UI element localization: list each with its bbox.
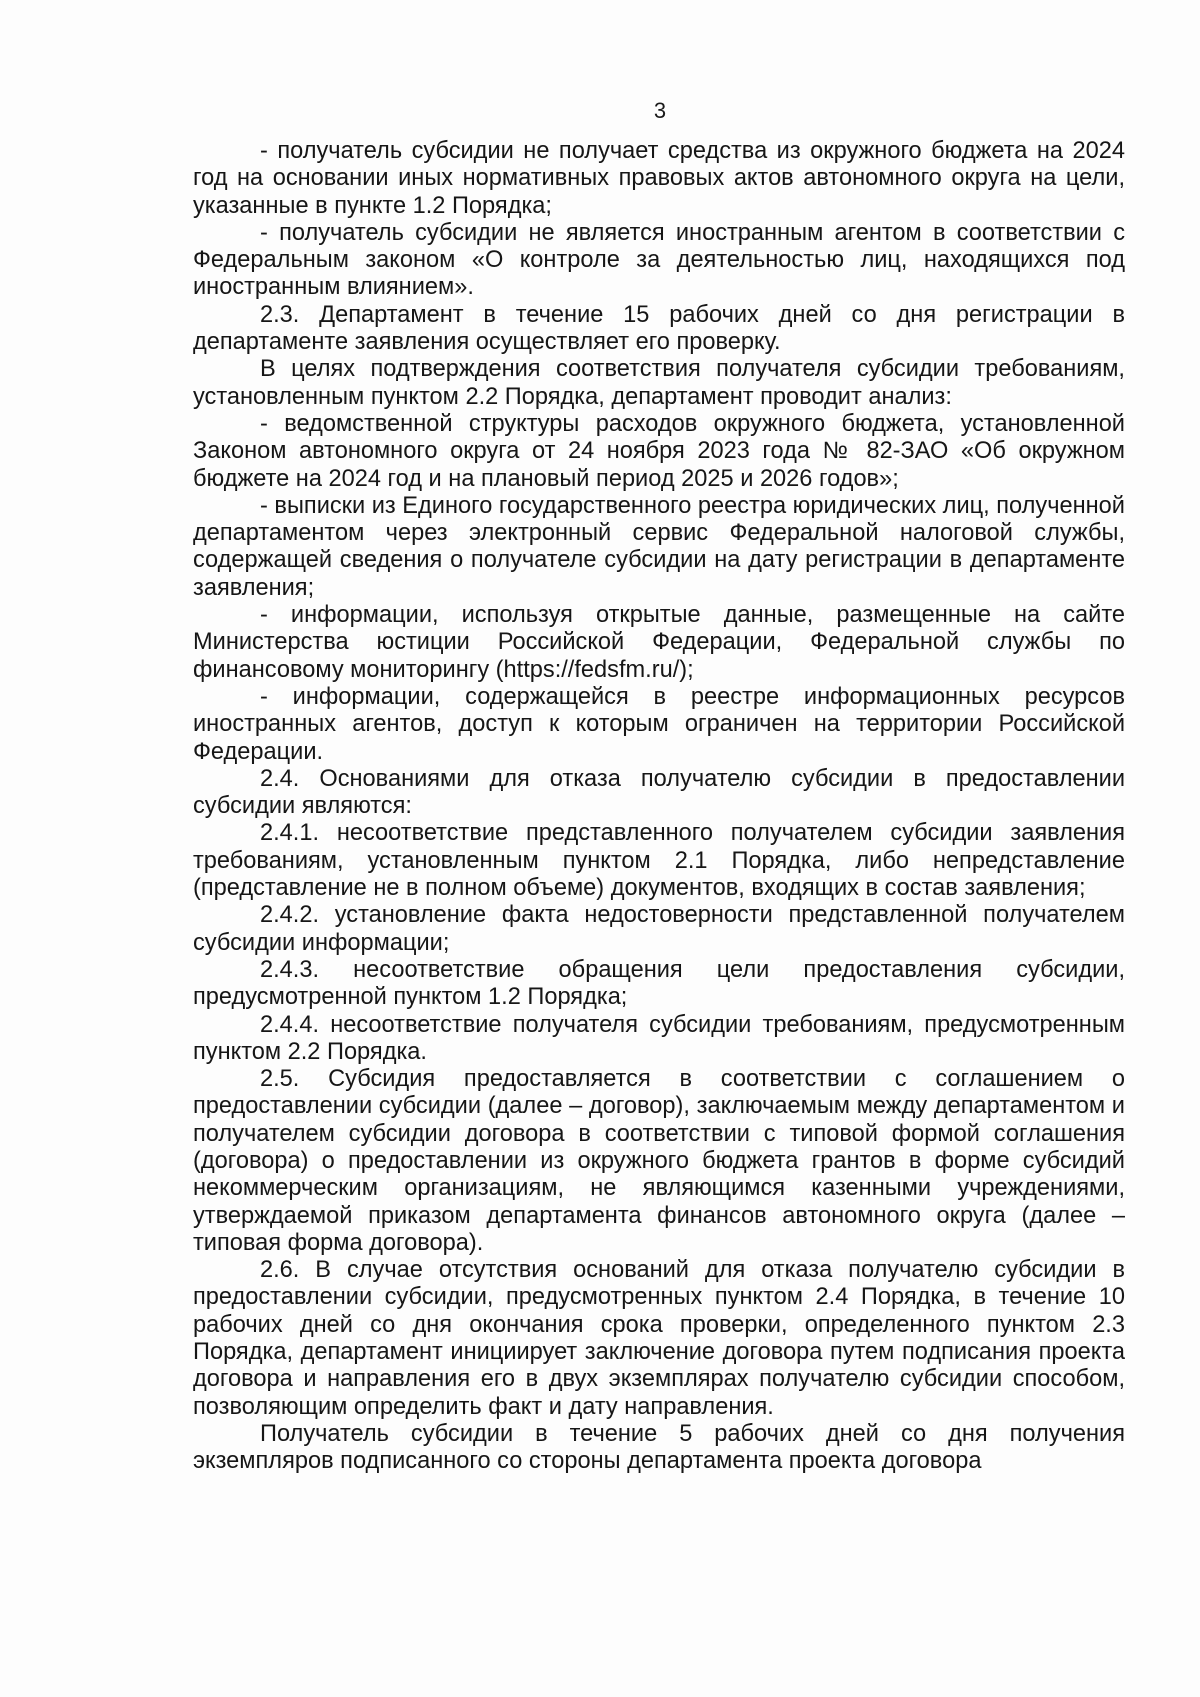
paragraph-2-4: 2.4. Основаниями для отказа получателю субсидии в предоставлении субсидии являются: <box>193 765 1125 820</box>
paragraph-2-4-3: 2.4.3. несоответствие обращения цели предоставления субсидии, предусмотренной пунктом 1.2 Порядка; <box>193 956 1125 1011</box>
paragraph-2-6: 2.6. В случае отсутствия оснований для отказа получателю субсидии в предоставлении субсидии, предусмотренных пунктом 2.4 Порядка, в течение 10 рабочих дней со дня окончания срока проверки, определенного пунктом 2.3 Порядка, департамент инициирует заключение договора путем подписания проекта договора и направления его в двух экземплярах получателю субсидии способом, позволяющим определить факт и дату направления. <box>193 1257 1125 1420</box>
paragraph-2-4-1: 2.4.1. несоответствие представленного получателем субсидии заявления требованиям, установленным пунктом 2.1 Порядка, либо непредставление (представление не в полном объеме) документов, входящих в состав заявления; <box>193 820 1125 902</box>
paragraph-recipient-signing: Получатель субсидии в течение 5 рабочих дней со дня получения экземпляров подписанного со стороны департамента проекта договора <box>193 1420 1125 1475</box>
paragraph-2-4-4: 2.4.4. несоответствие получателя субсидии требованиям, предусмотренным пунктом 2.2 Порядка. <box>193 1011 1125 1065</box>
paragraph-2-5: 2.5. Субсидия предоставляется в соответствии с соглашением о предоставлении субсидии (далее – договор), заключаемым между департаментом и получателем субсидии договора в соответствии с типовой формой соглашения (договора) о предоставлении из окружного бюджета грантов в форме субсидий некоммерческим организациям, не являющимся казенными учреждениями, утверждаемой приказом департамента финансов автономного округа (далее – типовая форма договора). <box>193 1066 1125 1256</box>
paragraph-analysis-intro: В целях подтверждения соответствия получателя субсидии требованиям, установленным пунктом 2.2 Порядка, департамент проводит анализ: <box>193 356 1125 410</box>
paragraph-2-4-2: 2.4.2. установление факта недостоверности представленной получателем субсидии информации; <box>193 902 1125 956</box>
paragraph-analysis-budget-structure: - ведомственной структуры расходов окружного бюджета, установленной Законом автономного округа от 24 ноября 2023 года № 82-ЗАО «Об окружном бюджете на 2024 год и на плановый период 2025 и 2026 годов»; <box>193 410 1125 492</box>
paragraph-2-3: 2.3. Департамент в течение 15 рабочих дней со дня регистрации в департаменте заявления осуществляет его проверку. <box>193 301 1125 356</box>
paragraph-recipient-not-foreign-agent: - получатель субсидии не является иностранным агентом в соответствии с Федеральным законом «О контроле за деятельностью лиц, находящихся под иностранным влиянием». <box>193 219 1125 301</box>
paragraph-analysis-foreign-agents-registry: - информации, содержащейся в реестре информационных ресурсов иностранных агентов, доступ к которым ограничен на территории Российской Федерации. <box>193 683 1125 765</box>
paragraph-recipient-no-other-funds: - получатель субсидии не получает средства из окружного бюджета на 2024 год на основании иных нормативных правовых актов автономного округа на цели, указанные в пункте 1.2 Порядка; <box>193 138 1125 219</box>
paragraph-analysis-egrul-extract: - выписки из Единого государственного реестра юридических лиц, полученной департаментом через электронный сервис Федеральной налоговой службы, содержащей сведения о получателе субсидии на дату регистрации в департаменте заявления; <box>193 492 1125 601</box>
document-body <box>193 138 1125 1476</box>
page-number: 3 <box>653 98 667 123</box>
paragraph-analysis-open-data: - информации, используя открытые данные, размещенные на сайте Министерства юстиции Российской Федерации, Федеральной службы по финансовому мониторингу (https://fedsfm.ru/); <box>193 602 1125 683</box>
